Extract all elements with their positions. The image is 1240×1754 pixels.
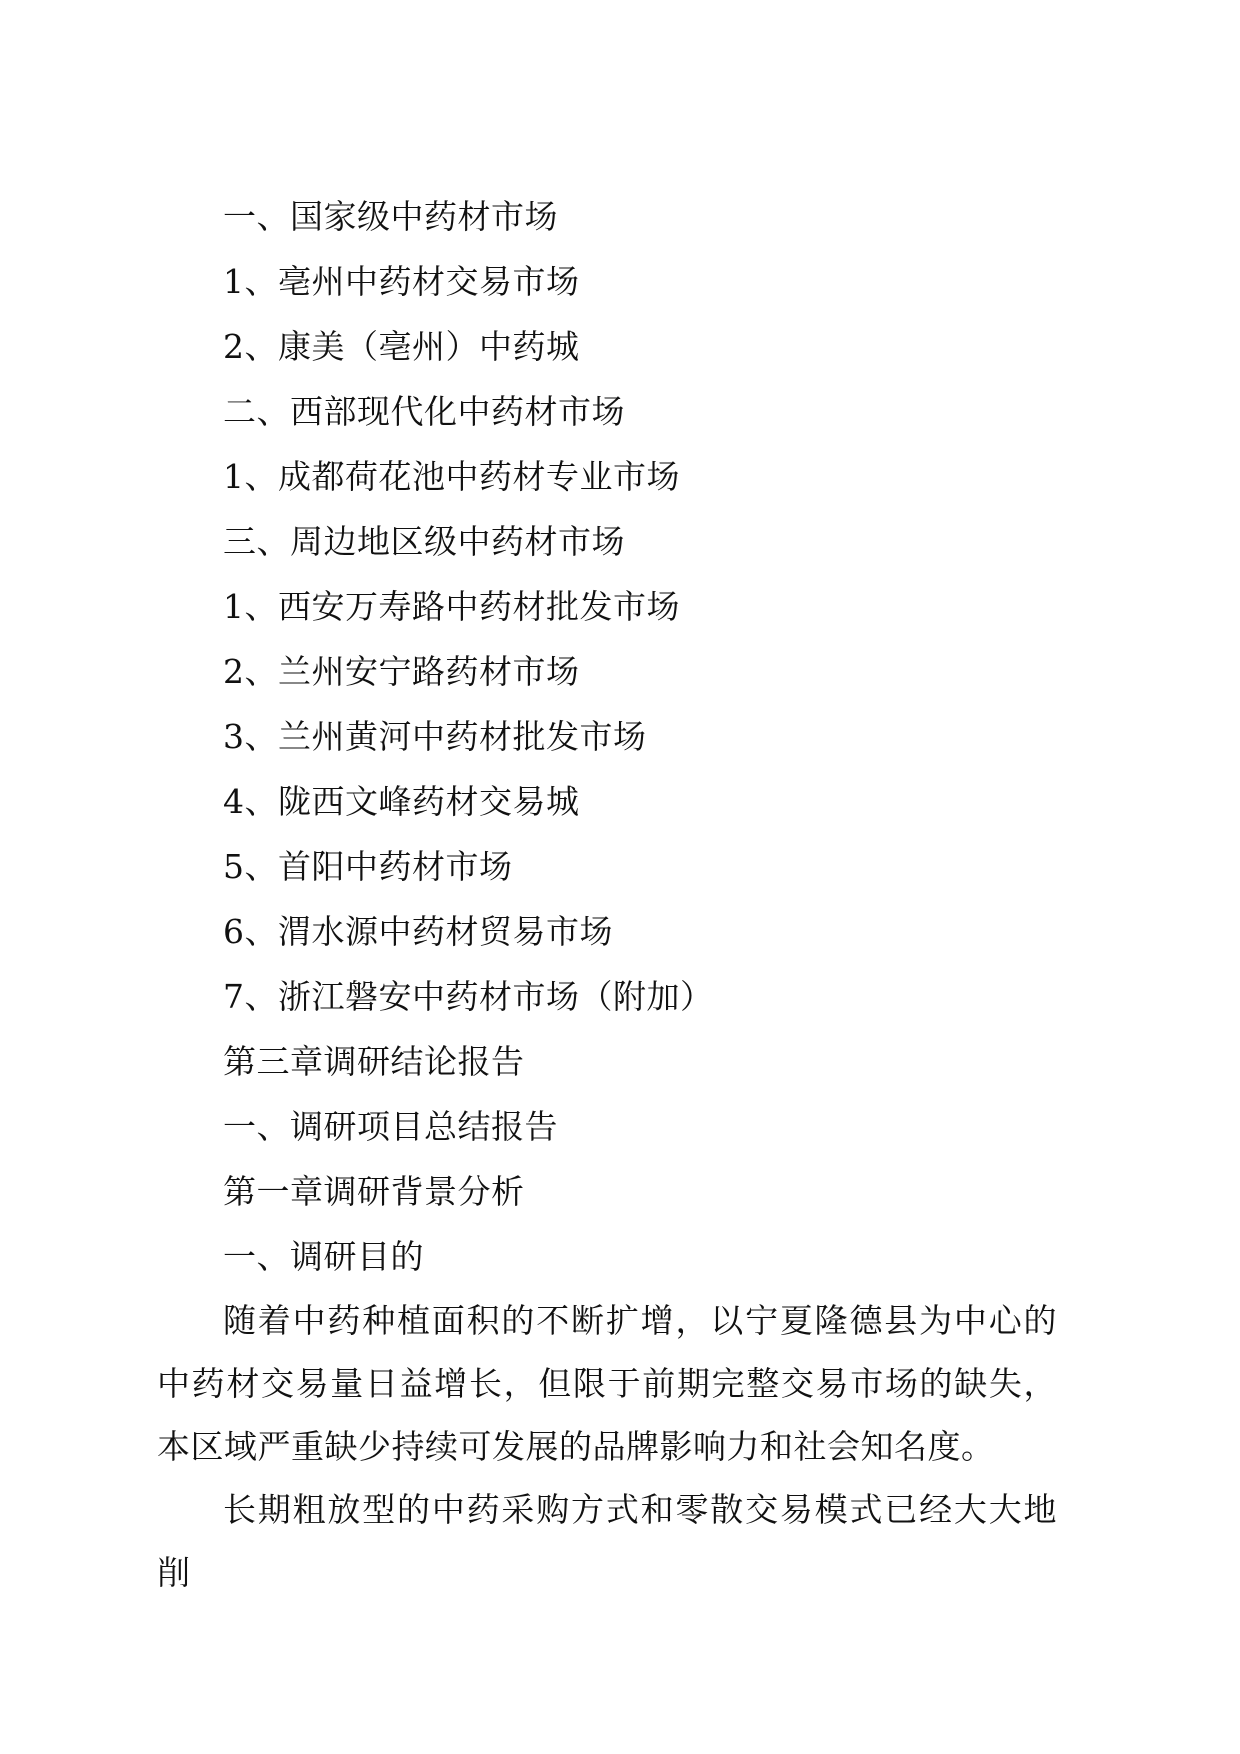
heading-western-market: 二、西部现代化中药材市场	[223, 392, 625, 431]
heading-regional-market: 三、周边地区级中药材市场	[223, 522, 625, 561]
list-item: 2、康美（亳州）中药城	[223, 327, 580, 366]
list-item: 4、陇西文峰药材交易城	[223, 782, 580, 821]
list-item: 6、渭水源中药材贸易市场	[223, 912, 613, 951]
list-item: 5、首阳中药材市场	[223, 847, 513, 886]
document-body	[157, 184, 1057, 1604]
section-heading: 一、调研项目总结报告	[223, 1107, 558, 1146]
list-item: 1、西安万寿路中药材批发市场	[223, 587, 680, 626]
chapter-three-heading: 第三章调研结论报告	[223, 1042, 525, 1081]
section-heading: 一、调研目的	[223, 1237, 424, 1276]
body-paragraph: 随着中药种植面积的不断扩增，以宁夏隆德县为中心的中药材交易量日益增长，但限于前期完整交易市场的缺失，本区域严重缺少持续可发展的品牌影响力和社会知名度。	[157, 1301, 1057, 1466]
heading-national-market: 一、国家级中药材市场	[223, 197, 558, 236]
list-item: 1、成都荷花池中药材专业市场	[223, 457, 680, 496]
list-item: 3、兰州黄河中药材批发市场	[223, 717, 647, 756]
body-paragraph: 长期粗放型的中药采购方式和零散交易模式已经大大地削	[157, 1490, 1057, 1592]
chapter-one-heading: 第一章调研背景分析	[223, 1172, 525, 1211]
list-item: 7、浙江磐安中药材市场（附加）	[223, 977, 714, 1016]
list-item: 2、兰州安宁路药材市场	[223, 652, 580, 691]
list-item: 1、亳州中药材交易市场	[223, 262, 580, 301]
